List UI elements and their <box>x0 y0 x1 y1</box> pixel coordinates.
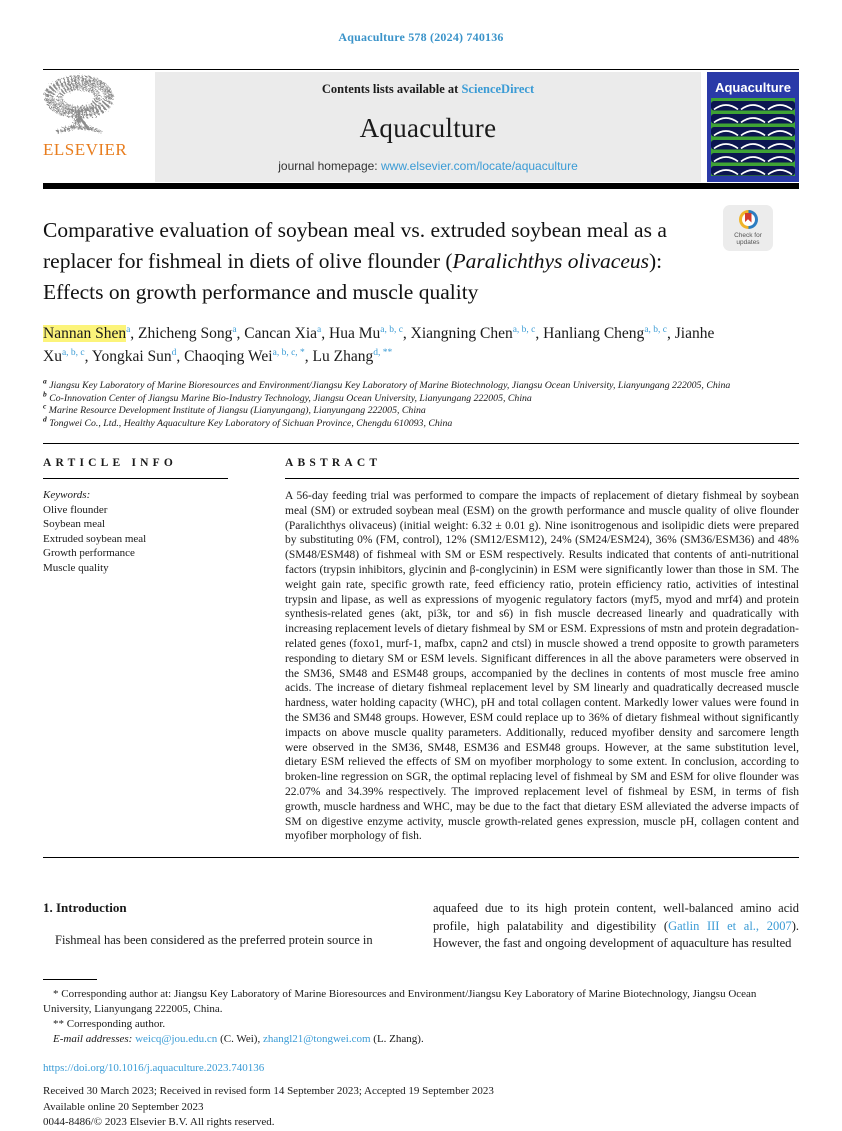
abstract-heading: ABSTRACT <box>285 457 382 469</box>
author: Jianhe Xu$^{a, b, c}$, <box>43 325 715 365</box>
elsevier-tree-icon <box>43 76 117 142</box>
journal-cover-art <box>707 72 799 182</box>
title-block <box>43 215 799 308</box>
email-addresses-line: E-mail addresses: weicq@jou.edu.cn (C. Wei), zhangl21@tongwei.com (L. Zhang). <box>53 1032 424 1045</box>
elsevier-logo[interactable] <box>43 72 155 182</box>
check-updates-label: Check for updates <box>734 231 762 246</box>
article-info-heading: ARTICLE INFO <box>43 457 178 469</box>
masthead-bottom-bar <box>43 183 799 189</box>
journal-citation-link[interactable]: Aquaculture 578 (2024) 740136 <box>338 30 504 44</box>
author: Cancan Xia$^a$, <box>244 324 329 342</box>
title-text-end: ): Effects on growth performance and muscle quality <box>43 249 663 304</box>
contents-line <box>322 82 534 97</box>
introduction-section <box>43 900 799 953</box>
keyword: Muscle quality <box>43 561 109 574</box>
journal-masthead <box>43 72 799 182</box>
copyright-line: 0044-8486/© 2023 Elsevier B.V. All rights reserved. <box>43 1116 275 1129</box>
author-list <box>43 322 743 368</box>
keyword: Soybean meal <box>43 518 106 530</box>
title-species-italic: Paralichthys olivaceus <box>452 249 649 273</box>
introduction-heading: 1. Introduction <box>43 900 127 916</box>
citation-link-gatlin[interactable]: Gatlin III et al., 2007 <box>668 918 792 933</box>
masthead-center-panel <box>155 72 701 182</box>
intro-right-column <box>433 900 799 953</box>
bookmark-icon <box>745 213 752 223</box>
author: Hua Mu$^{a, b, c}$, <box>329 324 411 342</box>
intro-right-paragraph: aquafeed due to its high protein content, well-balanced amino acid profile, high palatability and digestibility (Gatlin III et al., 2007). However, the fast and ongoing development of aquaculture has resulted <box>433 901 799 951</box>
journal-cover-thumbnail[interactable] <box>707 72 799 182</box>
affiliation: $^a$ Jiangsu Key Laboratory of Marine Bioresources and Environment/Jiangsu Key Laboratory of Marine Biotechnology, Jiangsu Ocean University, Lianyungang 222005, China <box>43 376 731 391</box>
doi-link[interactable]: https://doi.org/10.1016/j.aquaculture.2023.740136 <box>43 1061 265 1074</box>
affiliation: $^c$ Marine Resource Development Institute of Jiangsu (Lianyungang), Lianyungang 222005, China <box>43 401 426 416</box>
keywords-label: Keywords: <box>43 489 91 501</box>
author: Yongkai Sun$^d$, <box>91 347 185 365</box>
available-online: Available online 20 September 2023 <box>43 1100 204 1113</box>
keyword: Olive flounder <box>43 503 108 516</box>
affiliation: $^b$ Co-Innovation Center of Jiangsu Marine Bio-Industry Technology, Jiangsu Ocean University, Lianyungang 222005, China <box>43 389 532 404</box>
article-info-underline <box>43 478 228 479</box>
homepage-label: journal homepage: <box>278 159 378 173</box>
author-name-highlighted: Nannan Shen <box>43 325 127 342</box>
article-title <box>43 215 711 308</box>
intro-left-column <box>43 900 409 953</box>
abstract-column <box>285 457 799 844</box>
elsevier-wordmark: ELSEVIER <box>43 140 128 159</box>
intro-left-paragraph: Fishmeal has been considered as the preferred protein source in <box>55 933 373 948</box>
affiliation: $^d$ Tongwei Co., Ltd., Healthy Aquaculture Key Laboratory of Sichuan Province, Chengdu 610093, China <box>43 414 453 429</box>
corresponding-author-footnote-2: ** Corresponding author. <box>53 1017 166 1030</box>
footnotes <box>43 987 799 1047</box>
author: Hanliang Cheng$^{a, b, c}$, <box>543 324 675 342</box>
affiliation-list <box>43 376 799 430</box>
abstract-text: A 56-day feeding trial was performed to compare the impacts of replacement of dietary fishmeal by soybean meal (SM) or extruded soybean meal (ESM) on the growth performance and muscle quality of olive flounder (Paralichthys olivaceus) (initial weight: 6.32 ± 0.01 g). Nine isonitrogenous and isolipidic diets were prepared by substituting 0% (FM, control), 12% (SM12/ESM12), 24% (SM24/ESM24), 36% (SM36/ESM36) and 48% (SM48/ESM48) of fishmeal with SM or ESM respectively. Results indicated that contents of anti-nutritional factors (trypsin inhibitors, glycinin and β-conglycinin) in ESM were significantly lower than those in SM. The weight gain rate, specific growth rate, feed efficiency ratio, protein efficiency ratio, activities of intestinal trypsin and lipase, as well as expressions of myogenic regulatory factors (myf5, myod and mrf4) and protein synthesis-related genes (akt, pi3k, tor and s6) in fish muscle decreased linearly and quadratically with increasing replacement levels of dietary fishmeal by SM or ESM. Expressions of mstn and protein degradation-related genes (foxo1, murf-1, mafbx, capn2 and ctsl) in muscle showed a trend opposite to growth parameters responding to dietary SM or ESM levels. Significant differences in all the above parameters were observed in the SM36, SM48 and ESM48 groups, accompanied by the declines in contents of most muscle free amino acids. The increase of dietary fishmeal replacement level by SM linearly and quadratically decreased muscle hardness, water holding capacity (WHC), pH and total collagen content. Markedly lower values were found in the SM36 and SM48 groups. However, ESM could replace up to 36% of dietary fishmeal without significantly impacts on above muscle quality parameters. Additionally, reduced myofiber density and sarcomere length were observed in the SM36, SM48, ESM36 and ESM48 groups. However, at the same substitution level, dietary ESM relieved the effects of SM on myofiber morphology to some extent. In conclusion, according to broken-line regression on SGR, the optimal replacing level of fishmeal by SM and ESM for olive flounder was 22.07% and 34.39% respectively. The improved replacement level of fishmeal by ESM, in terms of fish growth, muscle hardness and WHC, may be due to the fact that dietary ESM alleviated the adverse impacts of SM on digestive enzyme activity, muscle growth-related genes expression, muscle pH, collagen content and myofiber morphology of fish. <box>285 490 799 843</box>
corresponding-author-footnote: * Corresponding author at: Jiangsu Key Laboratory of Marine Bioresources and Environment/Jiangsu Key Laboratory of Marine Biotechnology, Jiangsu Ocean University, Lianyungang 222005, China. <box>43 987 757 1015</box>
email-link-zhang[interactable]: zhangl21@tongwei.com <box>262 1032 371 1045</box>
author: Xiangning Chen$^{a, b, c}$, <box>410 324 544 342</box>
info-abstract-section <box>43 457 799 844</box>
title-text: Comparative evaluation of soybean meal vs. extruded soybean meal as a replacer for fishmeal in diets of olive flounder ( <box>43 218 667 273</box>
email-label: E-mail addresses: <box>53 1032 133 1045</box>
author: Zhicheng Song$^a$, <box>138 324 245 342</box>
footnote-rule <box>43 979 97 980</box>
check-updates-ring-icon <box>739 210 758 229</box>
email-link-wei[interactable]: weicq@jou.edu.cn <box>135 1032 218 1045</box>
contents-prefix: Contents lists available at <box>321 82 459 96</box>
article-info-column <box>43 457 285 844</box>
check-for-updates-badge[interactable] <box>723 205 773 251</box>
journal-name: Aquaculture <box>359 112 497 143</box>
article-footer <box>43 1061 799 1131</box>
homepage-line <box>278 159 578 173</box>
keyword: Growth performance <box>43 547 135 559</box>
sciencedirect-link[interactable]: ScienceDirect <box>461 82 535 96</box>
section-rule-top <box>43 443 799 444</box>
double-asterisk-marker: ** <box>53 1017 64 1030</box>
author: Chaoqing Wei$^{a, b, c, *}$, <box>184 347 313 365</box>
author: Nannan Shen$^a$, <box>43 324 139 342</box>
author: Lu Zhang$^{d, **}$ <box>312 347 393 365</box>
abstract-underline <box>285 478 799 479</box>
top-rule <box>43 69 799 70</box>
keyword: Extruded soybean meal <box>43 532 147 545</box>
section-rule-bottom <box>43 857 799 858</box>
svg-text:Aquaculture: Aquaculture <box>715 80 791 95</box>
received-dates: Received 30 March 2023; Received in revised form 14 September 2023; Accepted 19 September 2023 <box>43 1085 494 1098</box>
journal-homepage-link[interactable]: www.elsevier.com/locate/aquaculture <box>380 159 578 173</box>
asterisk-marker: * <box>53 987 59 1000</box>
